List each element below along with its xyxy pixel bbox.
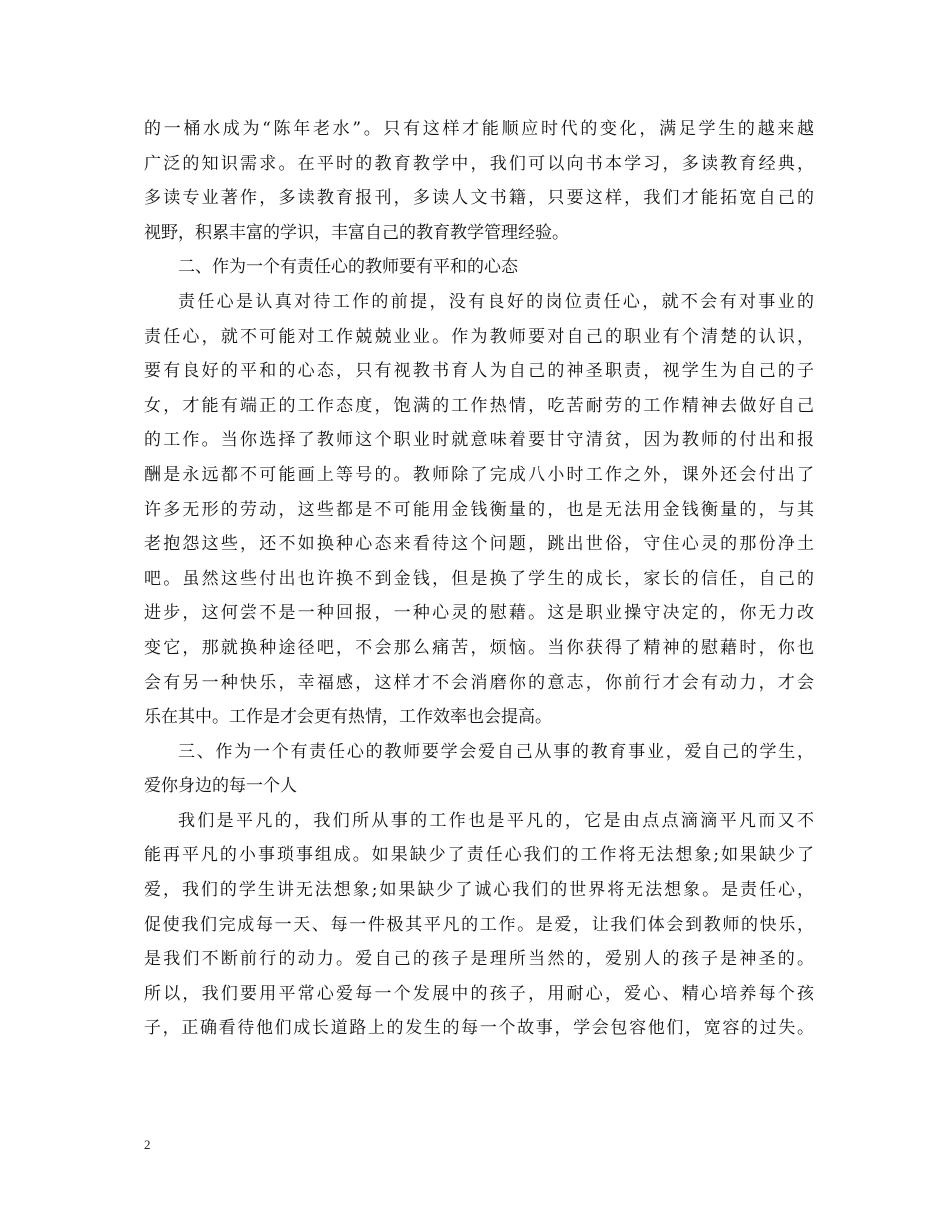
text-line-13: 老抱怨这些，还不如换种心态来看待这个问题，跳出世俗，守住心灵的那份净土 [144,534,814,555]
text-line-18: 乐在其中。工作是才会更有热情，工作效率也会提高。 [144,707,552,728]
text-line-17: 会有另一种快乐，幸福感，这样才不会消磨你的意志，你前行才会有动力，才会 [144,672,814,693]
text-line-12: 许多无形的劳动，这些都是不可能用金钱衡量的，也是无法用金钱衡量的，与其 [144,499,814,520]
text-line-23: 爱，我们的学生讲无法想象;如果缺少了诚心我们的世界将无法想象。是责任心， [144,880,814,901]
text-line-7: 责任心，就不可能对工作兢兢业业。作为教师要对自己的职业有个清楚的认识， [144,326,814,347]
section-heading-3-cont: 爱你身边的每一个人 [144,776,297,797]
text-line-27: 子，正确看待他们成长道路上的发生的每一个故事，学会包容他们，宽容的过失。 [144,1018,814,1039]
text-line-2: 广泛的知识需求。在平时的教育教学中，我们可以向书本学习，多读教育经典， [144,153,814,174]
section-heading-3: 三、作为一个有责任心的教师要学会爱自己从事的教育事业，爱自己的学生， [178,741,814,762]
text-line-26: 所以，我们要用平常心爱每一个发展中的孩子，用耐心，爱心、精心培养每个孩 [144,983,814,1004]
section-heading-2: 二、作为一个有责任心的教师要有平和的心态 [178,257,518,278]
text-line-1: 的一桶水成为“陈年老水”。只有这样才能顺应时代的变化，满足学生的越来越 [144,119,814,139]
text-line-14: 吧。虽然这些付出也许换不到金钱，但是换了学生的成长，家长的信任，自己的 [144,568,814,589]
text-line-10: 的工作。当你选择了教师这个职业时就意味着要甘守清贫，因为教师的付出和报 [144,430,814,451]
text-line-24: 促使我们完成每一天、每一件极其平凡的工作。是爱，让我们体会到教师的快乐， [144,914,814,935]
text-line-4: 视野，积累丰富的学识，丰富自己的教育教学管理经验。 [144,222,569,243]
text-line-16: 变它，那就换种途径吧，不会那么痛苦，烦恼。当你获得了精神的慰藉时，你也 [144,637,814,658]
text-line-21: 我们是平凡的，我们所从事的工作也是平凡的，它是由点点滴滴平凡而又不 [178,810,814,831]
text-line-9: 女，才能有端正的工作态度，饱满的工作热情，吃苦耐劳的工作精神去做好自己 [144,395,814,416]
text-line-11: 酬是永远都不可能画上等号的。教师除了完成八小时工作之外，课外还会付出了 [144,464,814,485]
text-line-22: 能再平凡的小事琐事组成。如果缺少了责任心我们的工作将无法想象;如果缺少了 [144,845,814,866]
text-line-3: 多读专业著作，多读教育报刊，多读人文书籍，只要这样，我们才能拓宽自己的 [144,188,814,209]
text-line-8: 要有良好的平和的心态，只有视教书育人为自己的神圣职责，视学生为自己的子 [144,361,814,382]
page-number: 2 [144,1137,151,1152]
text-line-15: 进步，这何尝不是一种回报，一种心灵的慰藉。这是职业操守决定的，你无力改 [144,603,814,624]
body-text [144,112,814,1046]
text-line-6: 责任心是认真对待工作的前提，没有良好的岗位责任心，就不会有对事业的 [178,291,814,312]
text-line-25: 是我们不断前行的动力。爱自己的孩子是理所当然的，爱别人的孩子是神圣的。 [144,949,814,970]
